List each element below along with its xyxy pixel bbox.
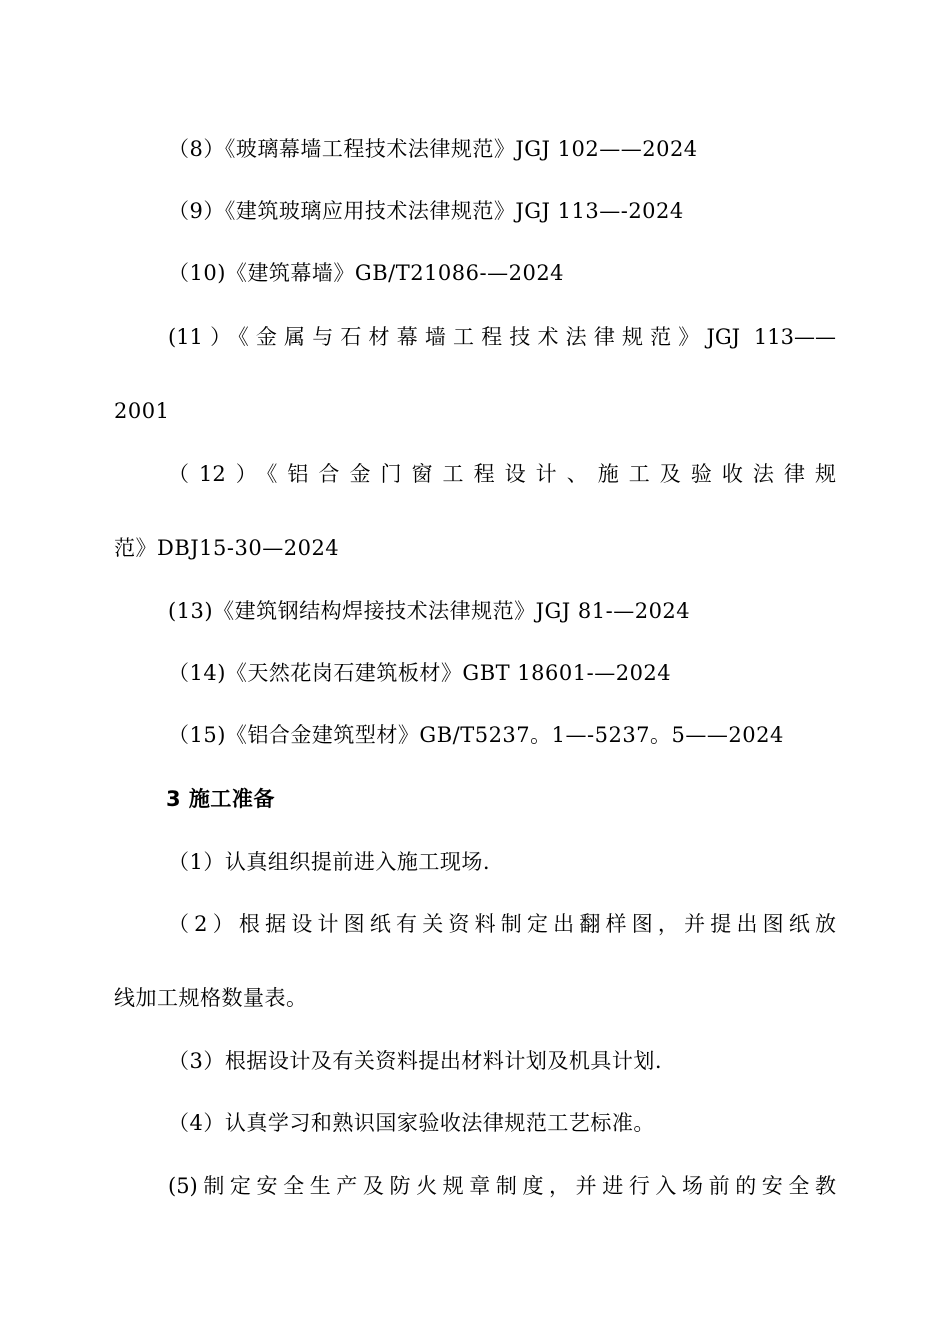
prep-item-2-continuation: 线加工规格数量表。 xyxy=(114,986,308,1010)
prep-item-1: （1）认真组织提前进入施工现场. xyxy=(168,850,491,874)
reference-item-12-continuation: 范》DBJ15-30—2024 xyxy=(114,536,340,560)
section-heading: 3 施工准备 xyxy=(166,787,275,811)
reference-item-13: (13)《建筑钢结构焊接技术法律规范》JGJ 81-—2024 xyxy=(168,599,691,623)
reference-item-8: （8）《玻璃幕墙工程技术法律规范》JGJ 102——2024 xyxy=(168,137,698,161)
prep-item-5: (5)制定安全生产及防火规章制度，并进行入场前的安全教 xyxy=(168,1174,836,1198)
prep-item-4: （4）认真学习和熟识国家验收法律规范工艺标准。 xyxy=(168,1111,655,1135)
prep-item-3: （3）根据设计及有关资料提出材料计划及机具计划. xyxy=(168,1049,663,1073)
reference-item-11: (11）《金属与石材幕墙工程技术法律规范》JGJ 113—— xyxy=(168,325,836,349)
reference-item-15: （15)《铝合金建筑型材》GB/T5237。1—-5237。5——2024 xyxy=(168,723,784,747)
reference-item-12: （12）《铝合金门窗工程设计、施工及验收法律规 xyxy=(168,462,836,486)
reference-item-10: （10)《建筑幕墙》GB/T21086-—2024 xyxy=(168,261,565,285)
reference-item-11-continuation: 2001 xyxy=(114,399,170,423)
reference-item-9: （9）《建筑玻璃应用技术法律规范》JGJ 113—-2024 xyxy=(168,199,684,223)
reference-item-14: （14)《天然花岗石建筑板材》GBT 18601-—2024 xyxy=(168,661,672,685)
prep-item-2: （2）根据设计图纸有关资料制定出翻样图，并提出图纸放 xyxy=(168,912,836,936)
